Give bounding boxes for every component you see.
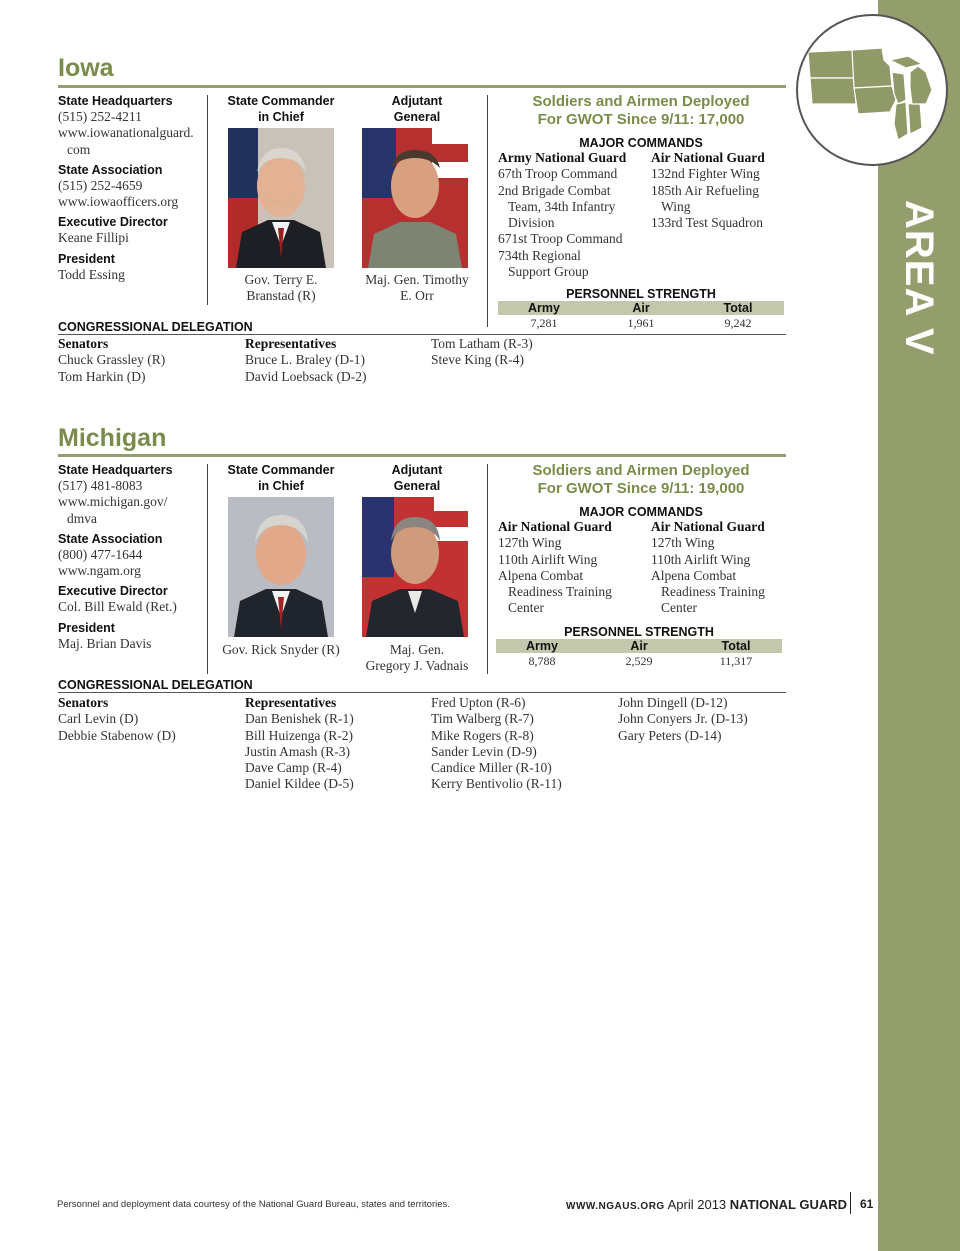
iowa-exec-name: Keane Fillipi bbox=[58, 230, 129, 246]
michigan-commands-col-2-title: Air National Guard bbox=[651, 519, 765, 534]
michigan-rep: Kerry Bentivolio (R-11) bbox=[431, 776, 562, 792]
iowa-senators-label: Senators bbox=[58, 336, 109, 351]
iowa-strength-head-total: Total bbox=[723, 301, 753, 315]
iowa-command: 734th Regional bbox=[498, 247, 581, 263]
iowa-deployed bbox=[497, 93, 785, 129]
michigan-commands-col-1 bbox=[498, 519, 648, 617]
footer-masthead bbox=[566, 1197, 847, 1212]
iowa-command-cont: Wing bbox=[661, 198, 691, 214]
michigan-reps-col-2 bbox=[431, 695, 611, 793]
iowa-assoc-website: www.iowaofficers.org bbox=[58, 194, 179, 210]
michigan-command-cont: Readiness Training bbox=[661, 584, 765, 600]
iowa-hq-label: State Headquarters bbox=[58, 94, 173, 108]
iowa-senator: Chuck Grassley (R) bbox=[58, 352, 166, 368]
iowa-commander-name bbox=[220, 272, 342, 305]
iowa-adjutant-photo bbox=[362, 128, 468, 268]
iowa-deployed-line-1: Soldiers and Airmen Deployed bbox=[532, 93, 750, 110]
michigan-command: 127th Wing bbox=[651, 535, 715, 551]
iowa-assoc-label: State Association bbox=[58, 162, 163, 177]
michigan-hq-label: State Headquarters bbox=[58, 463, 173, 477]
iowa-divider-2 bbox=[487, 95, 488, 327]
iowa-adjutant-label bbox=[356, 93, 478, 125]
michigan-strength-air: 2,529 bbox=[625, 654, 653, 668]
michigan-deployed-line-2: For GWOT Since 9/11: 19,000 bbox=[537, 480, 745, 497]
michigan-senators bbox=[58, 695, 238, 744]
iowa-commands-col-1 bbox=[498, 150, 648, 280]
footer-issue: April 2013 bbox=[667, 1197, 727, 1212]
michigan-adjutant-name-2: Gregory J. Vadnais bbox=[365, 658, 469, 674]
iowa-command: 185th Air Refueling bbox=[651, 182, 759, 198]
michigan-divider-2 bbox=[487, 464, 488, 674]
michigan-strength-head-army: Army bbox=[526, 639, 558, 653]
iowa-major-commands-label: MAJOR COMMANDS bbox=[579, 136, 703, 150]
iowa-rep: Steve King (R-4) bbox=[431, 352, 524, 368]
region-map bbox=[796, 14, 948, 166]
iowa-adjutant-name-1: Maj. Gen. Timothy bbox=[365, 272, 469, 287]
iowa-title-rule bbox=[58, 85, 786, 88]
michigan-command: 110th Airlift Wing bbox=[651, 551, 751, 567]
michigan-strength-label: PERSONNEL STRENGTH bbox=[564, 625, 714, 639]
michigan-divider-1 bbox=[207, 464, 208, 674]
iowa-divider-1 bbox=[207, 95, 208, 305]
iowa-hq-website: www.iowanationalguard. bbox=[58, 125, 194, 141]
footer-divider bbox=[850, 1192, 851, 1214]
michigan-exec-label: Executive Director bbox=[58, 584, 168, 599]
michigan-rep: Gary Peters (D-14) bbox=[618, 727, 722, 743]
iowa-pres-name: Todd Essing bbox=[58, 266, 125, 282]
iowa-command-cont: Team, 34th Infantry bbox=[508, 198, 616, 214]
michigan-senators-label: Senators bbox=[58, 695, 109, 710]
iowa-strength-head-army: Army bbox=[528, 301, 560, 315]
iowa-senator: Tom Harkin (D) bbox=[58, 368, 146, 384]
iowa-reps-label: Representatives bbox=[245, 336, 337, 351]
michigan-rep: Dave Camp (R-4) bbox=[245, 760, 342, 776]
michigan-assoc-label: State Association bbox=[58, 531, 163, 546]
iowa-commander-label-1: State Commander bbox=[227, 94, 335, 108]
iowa-hq-phone: (515) 252-4211 bbox=[58, 109, 142, 124]
michigan-rep: Fred Upton (R-6) bbox=[431, 695, 526, 710]
michigan-commander-label-2: in Chief bbox=[258, 479, 304, 493]
michigan-adjutant-photo bbox=[362, 497, 468, 637]
michigan-major-commands-label: MAJOR COMMANDS bbox=[579, 505, 703, 519]
michigan-command-cont: Center bbox=[508, 600, 544, 616]
iowa-commands-col-2 bbox=[651, 150, 785, 231]
iowa-exec-label: Executive Director bbox=[58, 215, 168, 230]
iowa-command: 671st Troop Command bbox=[498, 231, 623, 247]
michigan-delegation-label: CONGRESSIONAL DELEGATION bbox=[58, 678, 253, 692]
michigan-deployed-line-1: Soldiers and Airmen Deployed bbox=[532, 462, 750, 479]
michigan-strength-total: 11,317 bbox=[719, 654, 753, 668]
michigan-strength-head-total: Total bbox=[721, 639, 751, 653]
michigan-delegation-rule bbox=[58, 692, 786, 693]
michigan-commands-col-2 bbox=[651, 519, 785, 617]
michigan-rep: Candice Miller (R-10) bbox=[431, 760, 552, 776]
iowa-adjutant-name-2: E. Orr bbox=[400, 288, 434, 304]
michigan-rep: Sander Levin (D-9) bbox=[431, 743, 537, 759]
page-number: 61 bbox=[860, 1197, 874, 1211]
michigan-title-rule bbox=[58, 454, 786, 457]
iowa-strength-army: 7,281 bbox=[530, 316, 558, 330]
michigan-commander-photo bbox=[228, 497, 334, 637]
michigan-commander-name bbox=[212, 642, 350, 658]
michigan-exec-name: Col. Bill Ewald (Ret.) bbox=[58, 599, 177, 615]
michigan-strength-army: 8,788 bbox=[528, 654, 556, 668]
michigan-rep: Bill Huizenga (R-2) bbox=[245, 727, 353, 743]
michigan-rep: John Dingell (D-12) bbox=[618, 695, 728, 710]
iowa-adjutant-name bbox=[356, 272, 478, 305]
michigan-command-cont: Readiness Training bbox=[508, 584, 612, 600]
iowa-reps-col-2 bbox=[431, 336, 611, 369]
michigan-command: Alpena Combat bbox=[498, 567, 584, 583]
michigan-commander-label bbox=[220, 462, 342, 494]
michigan-senator: Debbie Stabenow (D) bbox=[58, 727, 176, 743]
iowa-command: 133rd Test Squadron bbox=[651, 215, 764, 231]
iowa-deployed-line-2: For GWOT Since 9/11: 17,000 bbox=[537, 111, 745, 128]
footer-credit: Personnel and deployment data courtesy of the National Guard Bureau, states and territories. bbox=[57, 1199, 450, 1210]
michigan-title: Michigan bbox=[58, 424, 167, 452]
footer-magazine: NATIONAL GUARD bbox=[729, 1197, 848, 1212]
michigan-rep: Tim Walberg (R-7) bbox=[431, 711, 534, 727]
michigan-contact-column bbox=[58, 462, 203, 652]
michigan-rep: Dan Benishek (R-1) bbox=[245, 711, 354, 727]
michigan-assoc-website: www.ngam.org bbox=[58, 563, 141, 579]
iowa-senators bbox=[58, 336, 238, 385]
iowa-command: 67th Troop Command bbox=[498, 166, 618, 182]
michigan-adjutant-name bbox=[352, 642, 482, 675]
michigan-command: 127th Wing bbox=[498, 535, 562, 551]
iowa-rep: Bruce L. Braley (D-1) bbox=[245, 352, 365, 368]
iowa-commands-col-1-title: Army National Guard bbox=[498, 150, 627, 165]
michigan-adjutant-label bbox=[356, 462, 478, 494]
michigan-reps-col-3 bbox=[618, 695, 798, 744]
area-sidebar bbox=[878, 0, 960, 1251]
iowa-command: 132nd Fighter Wing bbox=[651, 166, 760, 182]
iowa-commander-label-2: in Chief bbox=[258, 110, 304, 124]
region-map-icon bbox=[798, 16, 946, 164]
michigan-adjutant-name-1: Maj. Gen. bbox=[389, 642, 445, 657]
iowa-delegation-rule bbox=[58, 334, 786, 335]
michigan-rep: Mike Rogers (R-8) bbox=[431, 727, 534, 743]
michigan-hq-website: www.michigan.gov/ bbox=[58, 494, 168, 510]
iowa-command-cont: Division bbox=[508, 215, 555, 231]
michigan-reps-label: Representatives bbox=[245, 695, 337, 710]
iowa-commander-name-2: Branstad (R) bbox=[246, 288, 316, 304]
iowa-commander-photo bbox=[228, 128, 334, 268]
michigan-commander-label-1: State Commander bbox=[227, 463, 335, 477]
iowa-commander-label bbox=[220, 93, 342, 125]
michigan-command: Alpena Combat bbox=[651, 567, 737, 583]
footer-site: WWW.NGAUS.ORG bbox=[566, 1201, 665, 1212]
michigan-deployed bbox=[497, 462, 785, 498]
michigan-reps-col-1 bbox=[245, 695, 425, 793]
michigan-rep: Daniel Kildee (D-5) bbox=[245, 776, 354, 792]
iowa-commander-name-1: Gov. Terry E. bbox=[244, 272, 318, 287]
iowa-hq-website-cont: com bbox=[67, 141, 91, 157]
iowa-command: 2nd Brigade Combat bbox=[498, 182, 611, 198]
iowa-strength-label: PERSONNEL STRENGTH bbox=[566, 287, 716, 301]
michigan-pres-label: President bbox=[58, 620, 115, 635]
michigan-command-cont: Center bbox=[661, 600, 697, 616]
michigan-pres-name: Maj. Brian Davis bbox=[58, 635, 152, 651]
iowa-contact-column bbox=[58, 93, 203, 283]
iowa-rep: David Loebsack (D-2) bbox=[245, 368, 367, 384]
michigan-assoc-phone: (800) 477-1644 bbox=[58, 546, 143, 562]
michigan-hq-phone: (517) 481-8083 bbox=[58, 478, 143, 493]
iowa-rep: Tom Latham (R-3) bbox=[431, 336, 533, 351]
iowa-strength-head-air: Air bbox=[632, 301, 650, 315]
iowa-pres-label: President bbox=[58, 251, 115, 266]
iowa-assoc-phone: (515) 252-4659 bbox=[58, 177, 143, 193]
iowa-adjutant-label-1: Adjutant bbox=[391, 94, 443, 108]
michigan-senator: Carl Levin (D) bbox=[58, 711, 139, 727]
iowa-adjutant-label-2: General bbox=[393, 110, 441, 124]
michigan-command: 110th Airlift Wing bbox=[498, 551, 598, 567]
michigan-rep: John Conyers Jr. (D-13) bbox=[618, 711, 748, 727]
michigan-adjutant-label-1: Adjutant bbox=[391, 463, 443, 477]
michigan-commands-col-1-title: Air National Guard bbox=[498, 519, 612, 534]
iowa-strength-table bbox=[497, 301, 785, 331]
michigan-strength-table bbox=[495, 639, 783, 669]
michigan-hq-website-cont: dmva bbox=[67, 510, 97, 526]
iowa-commands-col-2-title: Air National Guard bbox=[651, 150, 765, 165]
iowa-reps-col-1 bbox=[245, 336, 425, 385]
iowa-delegation-label: CONGRESSIONAL DELEGATION bbox=[58, 320, 253, 334]
iowa-title: Iowa bbox=[58, 54, 114, 82]
michigan-rep: Justin Amash (R-3) bbox=[245, 743, 351, 759]
michigan-adjutant-label-2: General bbox=[393, 479, 441, 493]
michigan-strength-head-air: Air bbox=[630, 639, 648, 653]
michigan-commander-name-1: Gov. Rick Snyder (R) bbox=[222, 642, 340, 657]
iowa-command-cont: Support Group bbox=[508, 264, 589, 280]
iowa-strength-air: 1,961 bbox=[627, 316, 655, 330]
iowa-strength-total: 9,242 bbox=[724, 316, 752, 330]
area-label: AREA V bbox=[897, 200, 941, 356]
